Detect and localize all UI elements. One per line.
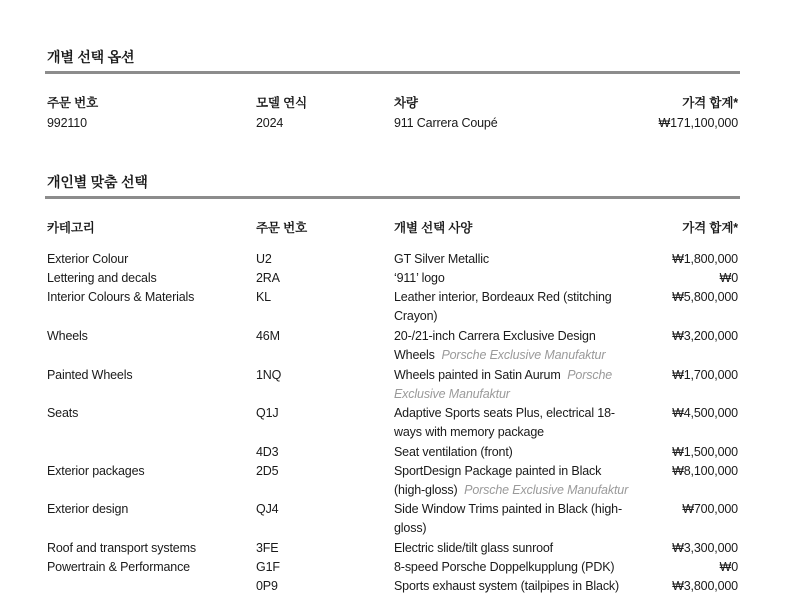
- header-total-price: 가격 합계*: [682, 96, 738, 110]
- option-code: 46M: [256, 329, 280, 343]
- vehicle-value: 911 Carrera Coupé: [394, 116, 498, 130]
- option-price: ₩1,500,000: [672, 445, 738, 459]
- option-category: Exterior packages: [47, 464, 145, 478]
- option-code: 1NQ: [256, 368, 282, 382]
- option-code: 3FE: [256, 541, 279, 555]
- option-code: KL: [256, 290, 271, 304]
- option-spec-text: 8-speed Porsche Doppelkupplung (PDK): [394, 560, 615, 574]
- option-spec-text: ‘911’ logo: [394, 271, 445, 285]
- option-code: QJ4: [256, 502, 279, 516]
- option-category: Exterior design: [47, 502, 129, 516]
- option-category: Wheels: [47, 329, 88, 343]
- option-spec-text: GT Silver Metallic: [394, 252, 490, 266]
- option-category: Painted Wheels: [47, 368, 133, 382]
- option-code: G1F: [256, 560, 280, 574]
- option-spec: [394, 404, 632, 442]
- options-section-title: 개인별 맞춤 선택: [47, 174, 148, 190]
- option-price: ₩1,700,000: [672, 368, 738, 382]
- manufaktur-tag: Porsche Exclusive Manufaktur: [394, 368, 613, 401]
- order-no-value: 992110: [47, 116, 87, 130]
- option-spec: [394, 269, 632, 288]
- option-category: Exterior Colour: [47, 252, 129, 266]
- option-code: U2: [256, 252, 272, 266]
- option-price: ₩3,800,000: [672, 579, 738, 593]
- option-price: ₩5,800,000: [672, 290, 738, 304]
- option-code: 2D5: [256, 464, 279, 478]
- option-category: Powertrain & Performance: [47, 560, 190, 574]
- option-price: ₩0: [719, 560, 738, 574]
- option-spec: [394, 443, 632, 462]
- option-spec-text: 20-/21-inch Carrera Exclusive Design Wheels: [394, 329, 596, 362]
- option-price: ₩700,000: [682, 502, 738, 516]
- option-category: Seats: [47, 406, 79, 420]
- header-category: 카테고리: [47, 221, 95, 235]
- option-spec: [394, 462, 632, 500]
- option-category: Lettering and decals: [47, 271, 157, 285]
- option-spec-text: Electric slide/tilt glass sunroof: [394, 541, 554, 555]
- option-price: ₩3,200,000: [672, 329, 738, 343]
- header-model-year: 모델 연식: [256, 96, 308, 110]
- option-price: ₩1,800,000: [672, 252, 738, 266]
- model-year-value: 2024: [256, 116, 284, 130]
- section-divider: [45, 71, 740, 74]
- manufaktur-tag: Porsche Exclusive Manufaktur: [464, 483, 629, 497]
- option-spec-text: Seat ventilation (front): [394, 445, 513, 459]
- option-code: 4D3: [256, 445, 279, 459]
- option-spec: [394, 577, 632, 596]
- header-vehicle: 차량: [394, 96, 418, 110]
- option-spec: [394, 539, 632, 558]
- option-spec-text: Side Window Trims painted in Black (high-gloss): [394, 502, 622, 535]
- option-code: 0P9: [256, 579, 278, 593]
- option-price: ₩3,300,000: [672, 541, 738, 555]
- total-price-value: ₩171,100,000: [658, 116, 738, 130]
- header-order-no: 주문 번호: [47, 96, 99, 110]
- option-spec: [394, 366, 632, 404]
- option-spec-text: SportDesign Package painted in Black (high-gloss): [394, 464, 602, 497]
- section-divider: [45, 196, 740, 199]
- option-spec-text: Sports exhaust system (tailpipes in Black): [394, 579, 620, 593]
- option-spec: [394, 288, 632, 326]
- option-category: Interior Colours & Materials: [47, 290, 195, 304]
- option-spec-text: Wheels painted in Satin Aurum: [394, 368, 561, 382]
- header-order-no: 주문 번호: [256, 221, 308, 235]
- option-price: ₩4,500,000: [672, 406, 738, 420]
- option-price: ₩8,100,000: [672, 464, 738, 478]
- option-spec: [394, 327, 632, 365]
- header-spec: 개별 선택 사양: [394, 221, 473, 235]
- manufaktur-tag: Porsche Exclusive Manufaktur: [441, 348, 606, 362]
- option-spec: [394, 500, 632, 538]
- option-spec: [394, 250, 632, 269]
- option-spec: [394, 558, 632, 577]
- summary-section-title: 개별 선택 옵션: [47, 49, 135, 65]
- option-code: Q1J: [256, 406, 279, 420]
- header-price: 가격 합계*: [682, 221, 738, 235]
- option-spec-text: Adaptive Sports seats Plus, electrical 18-ways with memory package: [394, 406, 615, 439]
- option-code: 2RA: [256, 271, 280, 285]
- option-spec-text: Leather interior, Bordeaux Red (stitching Crayon): [394, 290, 612, 323]
- option-price: ₩0: [719, 271, 738, 285]
- option-category: Roof and transport systems: [47, 541, 196, 555]
